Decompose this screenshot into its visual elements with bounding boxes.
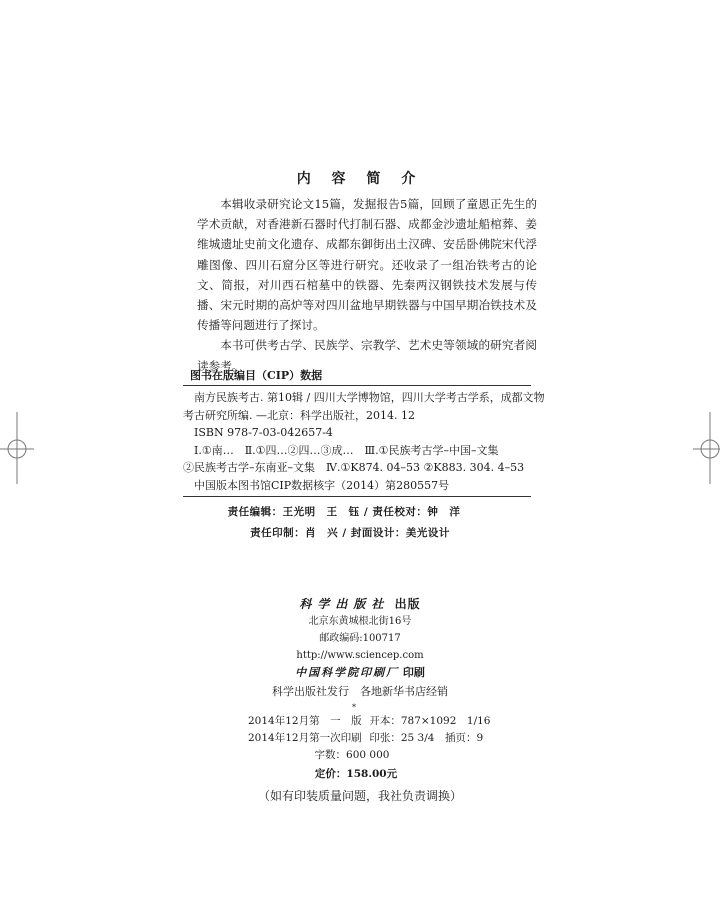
intro-paragraph: 本书可供考古学、民族学、宗教学、艺术史等领域的研究者阅读参考。 <box>197 338 537 373</box>
intro-paragraph: 本辑收录研究论文15篇，发掘报告5篇，回顾了童恩正先生的学术贡献，对香港新石器时代打制石器、成都金沙遗址船棺葬、姜维城遗址史前文化遗存、成都东御街出土汉碑、安岳卧佛院宋代浮雕图像、四川石窟分区等进行研究。还收录了一组冶铁考古的论文、简报，对川西石棺墓中的铁器、先秦两汉钢铁技术发展与传播、宋元时期的高炉等对四川盆地早期铁器与中国早期冶铁技术及传播等问题进行了探讨。 <box>197 197 537 333</box>
distribution: 科学出版社发行 各地新华书店经销 <box>272 685 448 698</box>
edition-row <box>248 713 490 730</box>
cip-isbn: ISBN 978-7-03-042657-4 <box>194 426 333 439</box>
publisher-name <box>0 596 720 613</box>
registration-mark-right-icon <box>668 412 720 484</box>
cip-line: ②民族考古学–东南亚–文集 Ⅳ.①K874. 04–53 ②K883. 304. 4–53 <box>183 461 525 474</box>
separator-star: * <box>352 703 356 712</box>
printer <box>0 664 720 681</box>
registration-mark-left-icon <box>0 412 52 484</box>
page-title: 内 容 简 介 <box>296 171 424 187</box>
cip-top-rule <box>183 385 531 386</box>
format-size: 开本：787×1092 1/16 <box>369 715 491 727</box>
publisher-block <box>0 596 720 700</box>
publisher-postcode: 邮政编码:100717 <box>319 633 401 644</box>
printing-date: 2014年12月第一次印刷 <box>248 732 362 744</box>
price: 定价：158.00元 <box>314 768 398 780</box>
publisher-website: http://www.sciencep.com <box>296 650 424 661</box>
editor-credits: 责任编辑：王光明 王 钰 / 责任校对：钟 洋 <box>227 506 461 518</box>
cip-line: 考古研究所编. —北京：科学出版社，2014. 12 <box>183 408 415 422</box>
word-count: 字数：600 000 <box>314 749 390 761</box>
cip-line: 南方民族考古. 第10辑 / 四川大学博物馆，四川大学考古学系，成都文物 <box>194 391 545 404</box>
cip-line: 中国版本图书馆CIP数据核字（2014）第280557号 <box>194 478 450 492</box>
publisher-suffix: 出版 <box>394 597 421 611</box>
cip-data-block <box>183 389 545 494</box>
printer-logo: 中国科学院印刷厂 <box>295 666 400 679</box>
quality-notice: （如有印装质量问题，我社负责调换） <box>257 789 462 803</box>
edition-row <box>248 730 490 747</box>
edition-info <box>248 713 490 747</box>
publisher-logo: 科学出版社 <box>299 597 390 611</box>
printer-suffix: 印刷 <box>402 666 425 679</box>
print-credits: 责任印制：肖 兴 / 封面设计：美光设计 <box>250 527 450 539</box>
edition-date: 2014年12月第 一 版 <box>248 715 362 727</box>
introduction <box>197 194 537 376</box>
publisher-address: 北京东黄城根北街16号 <box>308 616 412 627</box>
sheets-plates: 印张：25 3/4 插页：9 <box>369 732 484 744</box>
cip-heading: 图书在版编目（CIP）数据 <box>190 369 323 382</box>
cip-bottom-rule <box>183 496 531 497</box>
cip-line: Ⅰ.①南… Ⅱ.①四…②四…③成… Ⅲ.①民族考古学–中国–文集 <box>194 443 499 457</box>
